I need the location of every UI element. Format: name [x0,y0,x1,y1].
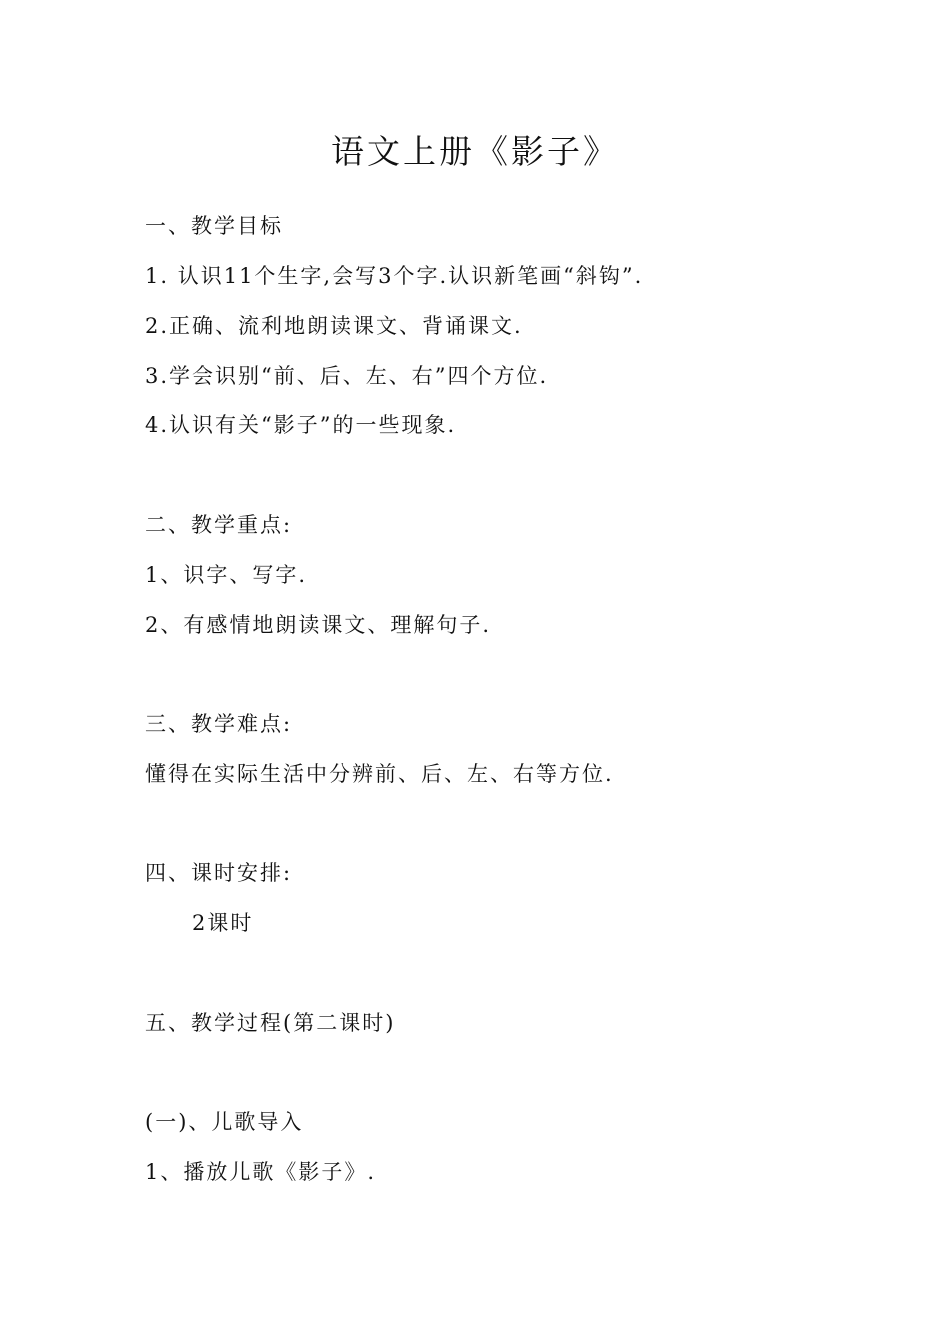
section-heading-key-points: 二、教学重点: [145,513,293,537]
process-item: 1、播放儿歌《影子》. [145,1160,377,1184]
section-heading-objectives: 一、教学目标 [145,214,283,238]
section-heading-process: 五、教学过程(第二课时) [145,1011,396,1035]
objective-item: 2.正确、流利地朗读课文、背诵课文. [145,314,523,338]
section-heading-difficulties: 三、教学难点: [145,712,293,736]
objective-item: 4.认识有关“影子”的一些现象. [145,413,457,437]
document-title: 语文上册《影子》 [331,132,619,171]
key-point-item: 1、识字、写字. [145,563,308,587]
key-point-item: 2、有感情地朗读课文、理解句子. [145,613,492,637]
difficulty-item: 懂得在实际生活中分辨前、后、左、右等方位. [145,762,614,786]
process-subheading: (一)、儿歌导入 [145,1110,304,1134]
section-heading-schedule: 四、课时安排: [145,861,293,885]
objective-item: 3.学会识别“前、后、左、右”四个方位. [145,364,549,388]
schedule-item: 2课时 [192,911,254,935]
objective-item: 1. 认识11个生字,会写3个字.认识新笔画“斜钩”. [145,264,644,288]
